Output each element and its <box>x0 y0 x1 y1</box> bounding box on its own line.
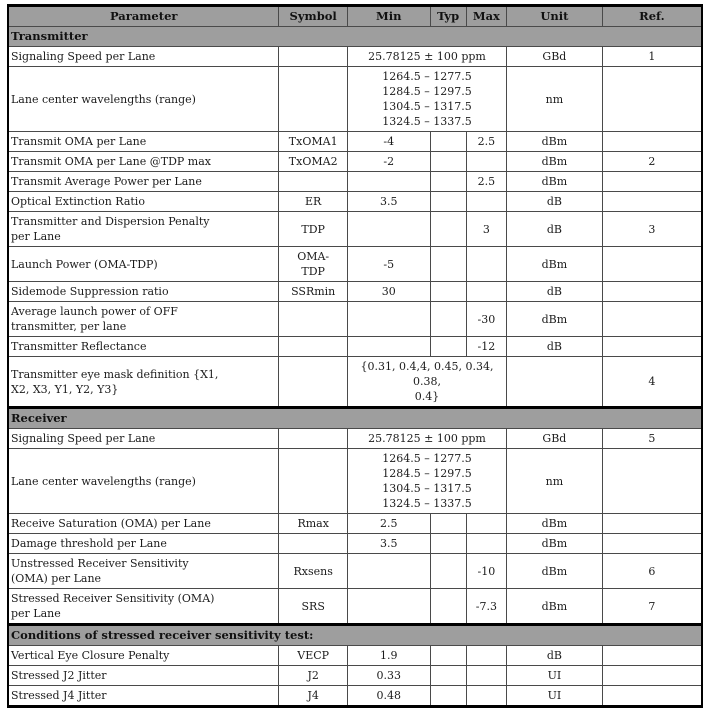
table-row <box>8 152 702 172</box>
table-row <box>8 132 702 152</box>
table-row <box>8 282 702 302</box>
min-typ-max-merged-cell: 1264.5 – 1277.5 1284.5 – 1297.5 1304.5 – 1317.5 1324.5 – 1337.5 <box>347 449 506 514</box>
typ-cell <box>430 302 466 337</box>
unit-cell: dB <box>507 282 603 302</box>
table-row <box>8 212 702 247</box>
symbol-cell <box>279 302 347 337</box>
parameter-cell: Stressed J2 Jitter <box>8 666 279 686</box>
min-cell: 3.5 <box>347 534 430 554</box>
parameter-cell: Transmitter and Dispersion Penalty per Lane <box>8 212 279 247</box>
parameter-cell: Receive Saturation (OMA) per Lane <box>8 514 279 534</box>
parameter-cell: Transmit OMA per Lane <box>8 132 279 152</box>
symbol-cell <box>279 337 347 357</box>
spec-table <box>7 4 703 708</box>
column-header-min: Min <box>347 6 430 27</box>
parameter-cell: Signaling Speed per Lane <box>8 429 279 449</box>
max-cell <box>466 686 506 707</box>
unit-cell: GBd <box>507 429 603 449</box>
symbol-cell <box>279 67 347 132</box>
unit-cell: dBm <box>507 152 603 172</box>
symbol-cell: OMA- TDP <box>279 247 347 282</box>
typ-cell <box>430 554 466 589</box>
ref-cell: 5 <box>602 429 702 449</box>
max-cell: -10 <box>466 554 506 589</box>
symbol-cell <box>279 449 347 514</box>
unit-cell: dBm <box>507 514 603 534</box>
unit-cell: dB <box>507 212 603 247</box>
symbol-cell: SRS <box>279 589 347 625</box>
parameter-cell: Vertical Eye Closure Penalty <box>8 646 279 666</box>
parameter-cell: Launch Power (OMA-TDP) <box>8 247 279 282</box>
unit-cell: GBd <box>507 47 603 67</box>
table-row <box>8 534 702 554</box>
typ-cell <box>430 172 466 192</box>
section-label: Conditions of stressed receiver sensitivity test: <box>8 625 702 646</box>
ref-cell: 7 <box>602 589 702 625</box>
symbol-cell: VECP <box>279 646 347 666</box>
table-row <box>8 666 702 686</box>
min-typ-max-merged-cell: 25.78125 ± 100 ppm <box>347 47 506 67</box>
parameter-cell: Stressed J4 Jitter <box>8 686 279 707</box>
unit-cell: nm <box>507 67 603 132</box>
table-row <box>8 449 702 514</box>
table-row <box>8 47 702 67</box>
max-cell <box>466 282 506 302</box>
table-row <box>8 589 702 625</box>
typ-cell <box>430 337 466 357</box>
section-row <box>8 625 702 646</box>
column-header-unit: Unit <box>507 6 603 27</box>
column-header-symbol: Symbol <box>279 6 347 27</box>
unit-cell: dBm <box>507 554 603 589</box>
ref-cell: 3 <box>602 212 702 247</box>
max-cell <box>466 666 506 686</box>
table-row <box>8 172 702 192</box>
table-row <box>8 247 702 282</box>
table-row <box>8 357 702 408</box>
parameter-cell: Transmit Average Power per Lane <box>8 172 279 192</box>
typ-cell <box>430 152 466 172</box>
typ-cell <box>430 247 466 282</box>
ref-cell <box>602 534 702 554</box>
max-cell: -7.3 <box>466 589 506 625</box>
symbol-cell <box>279 429 347 449</box>
parameter-cell: Lane center wavelengths (range) <box>8 449 279 514</box>
parameter-cell: Sidemode Suppression ratio <box>8 282 279 302</box>
typ-cell <box>430 589 466 625</box>
section-row <box>8 27 702 47</box>
table-row <box>8 554 702 589</box>
unit-cell: dB <box>507 337 603 357</box>
column-header-typ: Typ <box>430 6 466 27</box>
section-label: Transmitter <box>8 27 702 47</box>
ref-cell <box>602 686 702 707</box>
column-header-ref: Ref. <box>602 6 702 27</box>
table-row <box>8 686 702 707</box>
min-cell <box>347 589 430 625</box>
parameter-cell: Stressed Receiver Sensitivity (OMA) per Lane <box>8 589 279 625</box>
parameter-cell: Lane center wavelengths (range) <box>8 67 279 132</box>
min-cell: 30 <box>347 282 430 302</box>
ref-cell <box>602 514 702 534</box>
table-row <box>8 429 702 449</box>
min-cell: -4 <box>347 132 430 152</box>
max-cell: 2.5 <box>466 132 506 152</box>
min-cell: -5 <box>347 247 430 282</box>
ref-cell <box>602 132 702 152</box>
section-row <box>8 408 702 429</box>
min-cell <box>347 172 430 192</box>
table-row <box>8 192 702 212</box>
min-cell: 1.9 <box>347 646 430 666</box>
min-cell: 3.5 <box>347 192 430 212</box>
ref-cell <box>602 172 702 192</box>
symbol-cell <box>279 357 347 408</box>
symbol-cell: J2 <box>279 666 347 686</box>
max-cell: -12 <box>466 337 506 357</box>
unit-cell <box>507 357 603 408</box>
table-row <box>8 646 702 666</box>
symbol-cell: Rmax <box>279 514 347 534</box>
ref-cell: 1 <box>602 47 702 67</box>
parameter-cell: Damage threshold per Lane <box>8 534 279 554</box>
ref-cell <box>602 282 702 302</box>
symbol-cell: ER <box>279 192 347 212</box>
min-cell: 0.33 <box>347 666 430 686</box>
symbol-cell <box>279 47 347 67</box>
symbol-cell <box>279 534 347 554</box>
ref-cell <box>602 302 702 337</box>
ref-cell <box>602 192 702 212</box>
unit-cell: dBm <box>507 534 603 554</box>
symbol-cell <box>279 172 347 192</box>
max-cell <box>466 192 506 212</box>
typ-cell <box>430 646 466 666</box>
unit-cell: dBm <box>507 247 603 282</box>
max-cell <box>466 646 506 666</box>
typ-cell <box>430 534 466 554</box>
min-cell <box>347 302 430 337</box>
parameter-cell: Optical Extinction Ratio <box>8 192 279 212</box>
section-label: Receiver <box>8 408 702 429</box>
unit-cell: dB <box>507 192 603 212</box>
typ-cell <box>430 212 466 247</box>
ref-cell: 2 <box>602 152 702 172</box>
symbol-cell: TxOMA1 <box>279 132 347 152</box>
header-row <box>8 6 702 27</box>
typ-cell <box>430 514 466 534</box>
max-cell: 3 <box>466 212 506 247</box>
table-row <box>8 67 702 132</box>
min-cell: 0.48 <box>347 686 430 707</box>
max-cell <box>466 152 506 172</box>
parameter-cell: Transmitter Reflectance <box>8 337 279 357</box>
unit-cell: nm <box>507 449 603 514</box>
symbol-cell: SSRmin <box>279 282 347 302</box>
ref-cell: 6 <box>602 554 702 589</box>
table-row <box>8 337 702 357</box>
ref-cell: 4 <box>602 357 702 408</box>
ref-cell <box>602 666 702 686</box>
max-cell <box>466 534 506 554</box>
column-header-max: Max <box>466 6 506 27</box>
unit-cell: UI <box>507 666 603 686</box>
unit-cell: dBm <box>507 172 603 192</box>
symbol-cell: TxOMA2 <box>279 152 347 172</box>
unit-cell: UI <box>507 686 603 707</box>
ref-cell <box>602 646 702 666</box>
min-typ-max-merged-cell: {0.31, 0.4,4, 0.45, 0.34, 0.38, 0.4} <box>347 357 506 408</box>
parameter-cell: Transmit OMA per Lane @TDP max <box>8 152 279 172</box>
unit-cell: dB <box>507 646 603 666</box>
min-typ-max-merged-cell: 25.78125 ± 100 ppm <box>347 429 506 449</box>
min-typ-max-merged-cell: 1264.5 – 1277.5 1284.5 – 1297.5 1304.5 – 1317.5 1324.5 – 1337.5 <box>347 67 506 132</box>
min-cell <box>347 212 430 247</box>
parameter-cell: Unstressed Receiver Sensitivity (OMA) per Lane <box>8 554 279 589</box>
parameter-cell: Transmitter eye mask definition {X1, X2, X3, Y1, Y2, Y3} <box>8 357 279 408</box>
ref-cell <box>602 67 702 132</box>
table-row <box>8 514 702 534</box>
column-header-parameter: Parameter <box>8 6 279 27</box>
table-row <box>8 302 702 337</box>
min-cell <box>347 554 430 589</box>
min-cell: 2.5 <box>347 514 430 534</box>
max-cell: 2.5 <box>466 172 506 192</box>
parameter-cell: Average launch power of OFF transmitter, per lane <box>8 302 279 337</box>
typ-cell <box>430 132 466 152</box>
spec-table-body <box>8 27 702 707</box>
unit-cell: dBm <box>507 302 603 337</box>
typ-cell <box>430 686 466 707</box>
ref-cell <box>602 337 702 357</box>
max-cell <box>466 247 506 282</box>
unit-cell: dBm <box>507 132 603 152</box>
symbol-cell: J4 <box>279 686 347 707</box>
ref-cell <box>602 247 702 282</box>
ref-cell <box>602 449 702 514</box>
max-cell <box>466 514 506 534</box>
symbol-cell: Rxsens <box>279 554 347 589</box>
unit-cell: dBm <box>507 589 603 625</box>
typ-cell <box>430 666 466 686</box>
symbol-cell: TDP <box>279 212 347 247</box>
typ-cell <box>430 192 466 212</box>
min-cell: -2 <box>347 152 430 172</box>
min-cell <box>347 337 430 357</box>
parameter-cell: Signaling Speed per Lane <box>8 47 279 67</box>
max-cell: -30 <box>466 302 506 337</box>
typ-cell <box>430 282 466 302</box>
